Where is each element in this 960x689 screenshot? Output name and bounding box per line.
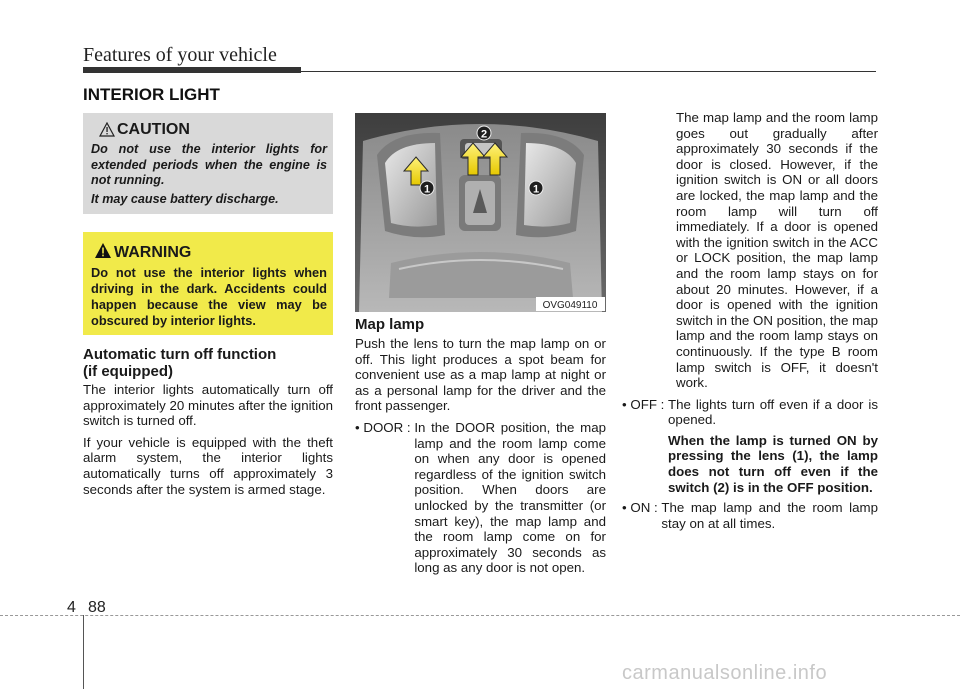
caution-text [91,142,327,210]
section-title: INTERIOR LIGHT [83,85,220,104]
footer-divider [83,615,84,689]
warning-triangle-icon [94,242,112,259]
caution-box [83,113,333,214]
on-item [622,500,878,531]
page-number: 88 [88,599,106,616]
header-bar [83,67,301,73]
door-item [355,420,606,576]
figure-code: OVG049110 [542,300,598,311]
auto-off-heading [83,346,333,380]
chapter-number: 4 [67,599,76,616]
auto-off-paragraph: If your vehicle is equipped with the theft alarm system, the interior lights automatically turns off approximately 3 seconds after the system is armed stage. [83,434,333,497]
map-lamp-photo [355,113,606,312]
watermark: carmanualsonline.info [622,662,828,684]
auto-off-heading-line1: Automatic turn off function [83,346,277,363]
warning-box [83,232,333,335]
on-label: • ON : [622,500,662,516]
map-lamp-body [355,336,606,576]
footer-dashed-rule [0,615,960,616]
auto-off-paragraph: The interior lights automatically turn off approximately 20 minutes after the ignition switch is turned off. [83,382,333,429]
figure-callout-2: 2 [480,128,488,141]
warning-title: WARNING [114,244,192,261]
caution-title: CAUTION [117,121,190,138]
map-lamp-intro: Push the lens to turn the map lamp on or off. This light produces a spot beam for convenient use as a map lamp at night or as a personal lamp for the driver and the front passenger. [355,336,606,414]
map-lamp-heading: Map lamp [355,316,425,333]
off-description-group [668,397,878,501]
off-label: • OFF : [622,396,669,412]
caution-triangle-icon [99,122,115,137]
door-description-continued: The map lamp and the room lamp goes out gradually after approximately 30 seconds if the door is closed. However, if the ignition switch is ON or all doors are locked, the map lamp and the room lamp will turn off immediately. If a door is opened with the ignition switch in the ACC or LOCK position, the map lamp and the room lamp stays on for about 20 minutes. However, if a door is opened with the ignition switch in the ON position, the map lamp and the room lamp stays on continuously. If the type B room lamp switch is OFF, it doesn't work. [676,110,878,391]
auto-off-body [83,382,333,503]
header-rule [83,71,876,72]
off-note: When the lamp is turned ON by pressing the lens (1), the lamp does not turn off even if the switch (2) is in the OFF position. [668,432,878,495]
caution-paragraph: Do not use the interior lights for extended periods when the engine is not running. [91,142,327,187]
figure-callout-1-right: 1 [532,183,540,196]
on-description: The map lamp and the room lamp stay on at all times. [661,500,878,531]
caution-paragraph: It may cause battery discharge. [91,191,279,206]
off-description: The lights turn off even if a door is opened. [668,396,878,428]
figure-callout-1-left: 1 [423,183,431,196]
door-description: In the DOOR position, the map lamp and the room lamp come on when any door is opened regardless of the ignition switch position. When doors are unlocked by the transmitter (or smart key), the map lamp and the room lamp come on for approximately 30 seconds as long as any door is not open. [414,419,606,576]
running-header: Features of your vehicle [83,44,277,66]
map-lamp-body-continued [622,110,878,531]
off-item [622,397,878,501]
auto-off-heading-line2: (if equipped) [83,363,173,380]
door-label: • DOOR : [355,419,415,435]
warning-text: Do not use the interior lights when driving in the dark. Accidents could happen because the view may be obscured by interior lights. [91,265,327,328]
